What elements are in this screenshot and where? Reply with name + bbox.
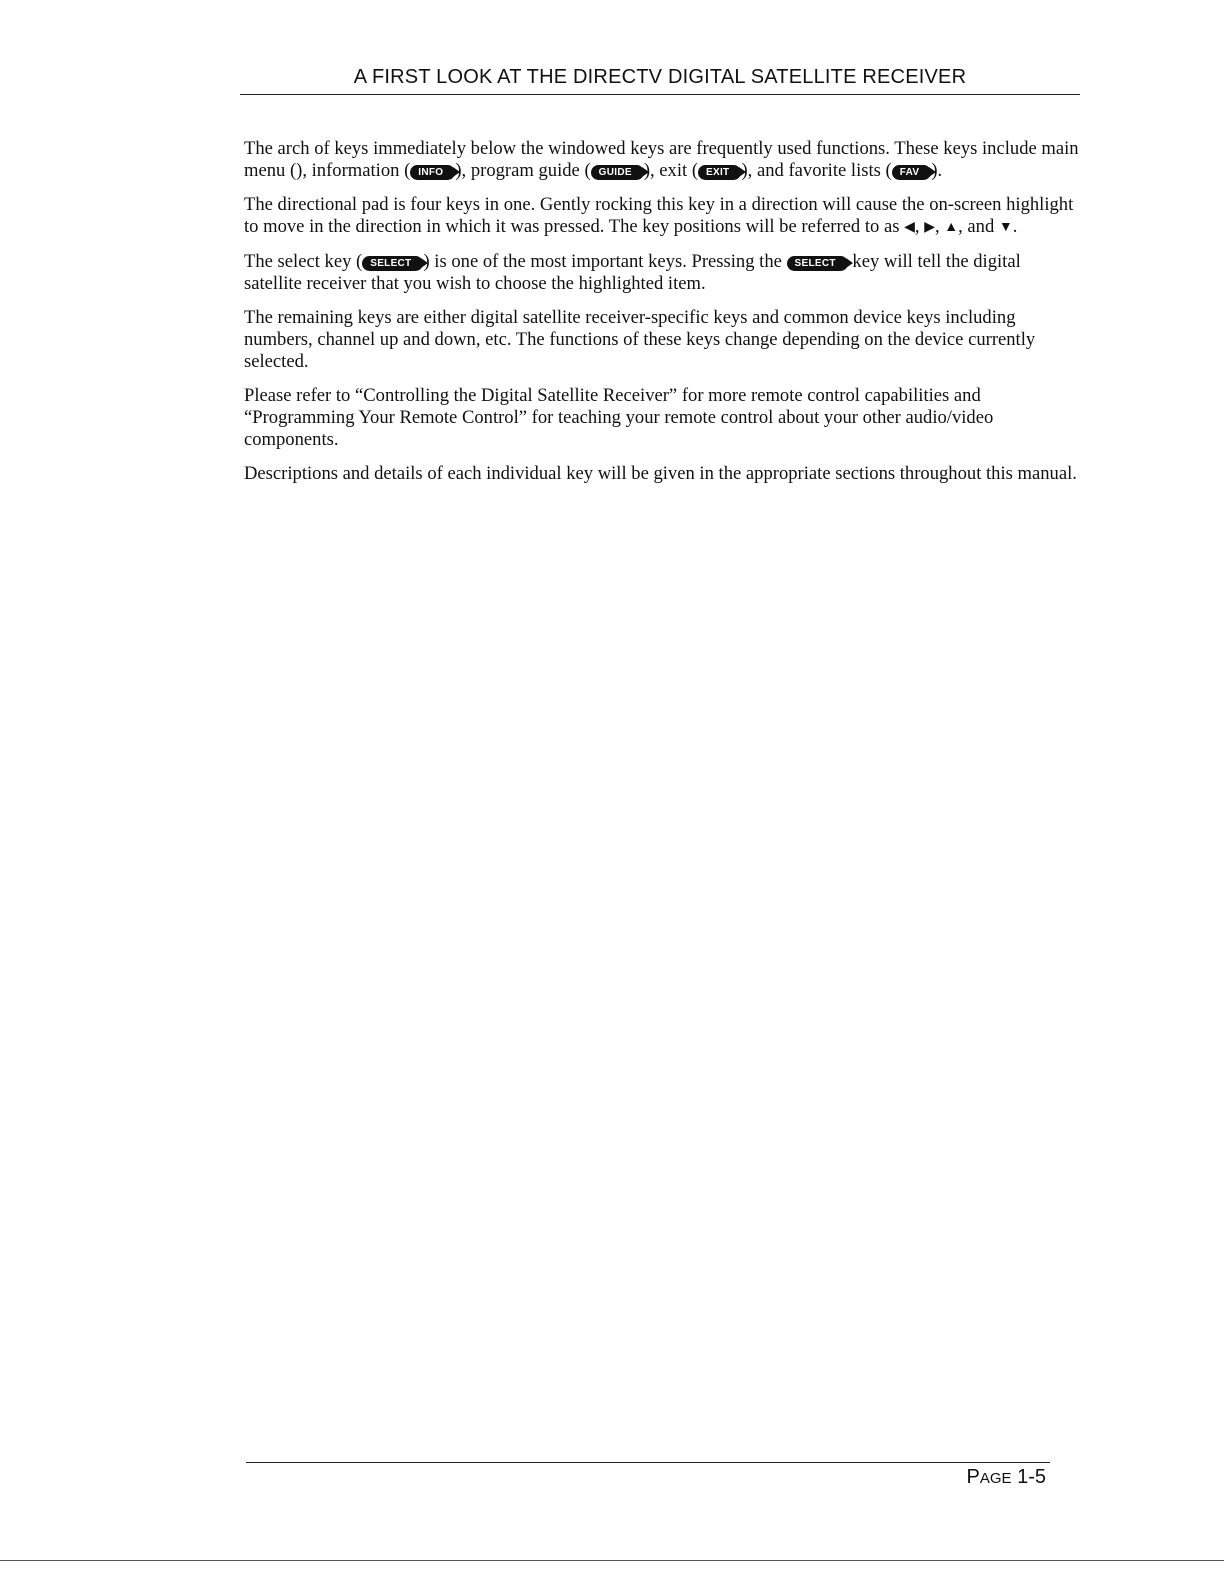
text-segment: .: [1012, 216, 1018, 237]
paragraph-directional-pad: [244, 194, 1080, 239]
scan-edge-line: [0, 1560, 1224, 1561]
body-text: [244, 138, 1080, 497]
down-arrow-icon: ▼: [998, 220, 1013, 235]
text-segment: key will tell the digital satellite receiver that you wish to choose the highlighted item.: [244, 251, 1021, 294]
text-segment: ,: [934, 216, 945, 237]
footer-divider: [246, 1462, 1050, 1463]
text-segment: ) is one of the most important keys. Pressing the: [423, 251, 787, 272]
page-label-initial: P: [966, 1466, 980, 1488]
text-segment: , and: [958, 216, 999, 237]
left-arrow-icon: ◀: [904, 220, 915, 235]
paragraph-remaining-keys: The remaining keys are either digital satellite receiver-specific keys and common device keys including numbers, channel up and down, etc. The functions of these keys change depending on the device currently selected.: [244, 307, 1036, 372]
exit-key-icon: EXIT: [698, 165, 741, 180]
text-segment: ).: [931, 160, 943, 181]
text-segment: ,: [914, 216, 925, 237]
page-number: [940, 1466, 1046, 1489]
select-key-icon: SELECT: [787, 256, 848, 271]
right-arrow-icon: ▶: [924, 220, 935, 235]
paragraph-arch-keys: [244, 138, 1080, 182]
page-number-value: 1-5: [1011, 1466, 1046, 1488]
page-label-rest: AGE: [979, 1470, 1012, 1487]
select-key-icon: SELECT: [362, 256, 423, 271]
text-segment: The directional pad is four keys in one. Gently rocking this key in a direction will cause the on-screen highlight to move in the direction in which it was pressed. The key positions will be referred to as: [244, 194, 1074, 237]
text-segment: ), program guide (: [455, 160, 591, 181]
guide-key-icon: GUIDE: [591, 165, 644, 180]
paragraph-select-key: [244, 251, 1080, 295]
header-divider: [240, 94, 1080, 95]
paragraph-descriptions: Descriptions and details of each individual key will be given in the appropriate sections throughout this manual.: [244, 463, 1077, 484]
up-arrow-icon: ▲: [944, 220, 959, 235]
info-key-icon: INFO: [410, 165, 455, 180]
text-segment: The arch of keys immediately below the windowed keys are frequently used functions. These keys include main menu (), information (: [244, 138, 1079, 181]
paragraph-refer: Please refer to “Controlling the Digital Satellite Receiver” for more remote control capabilities and “Programming Your Remote Control” for teaching your remote control about your other audio/video components.: [244, 385, 994, 450]
text-segment: ), exit (: [643, 160, 699, 181]
text-segment: The select key (: [244, 251, 363, 272]
page-header-title: A FIRST LOOK AT THE DIRECTV DIGITAL SATELLITE RECEIVER: [353, 66, 967, 88]
fav-key-icon: FAV: [892, 165, 932, 180]
text-segment: ), and favorite lists (: [741, 160, 892, 181]
